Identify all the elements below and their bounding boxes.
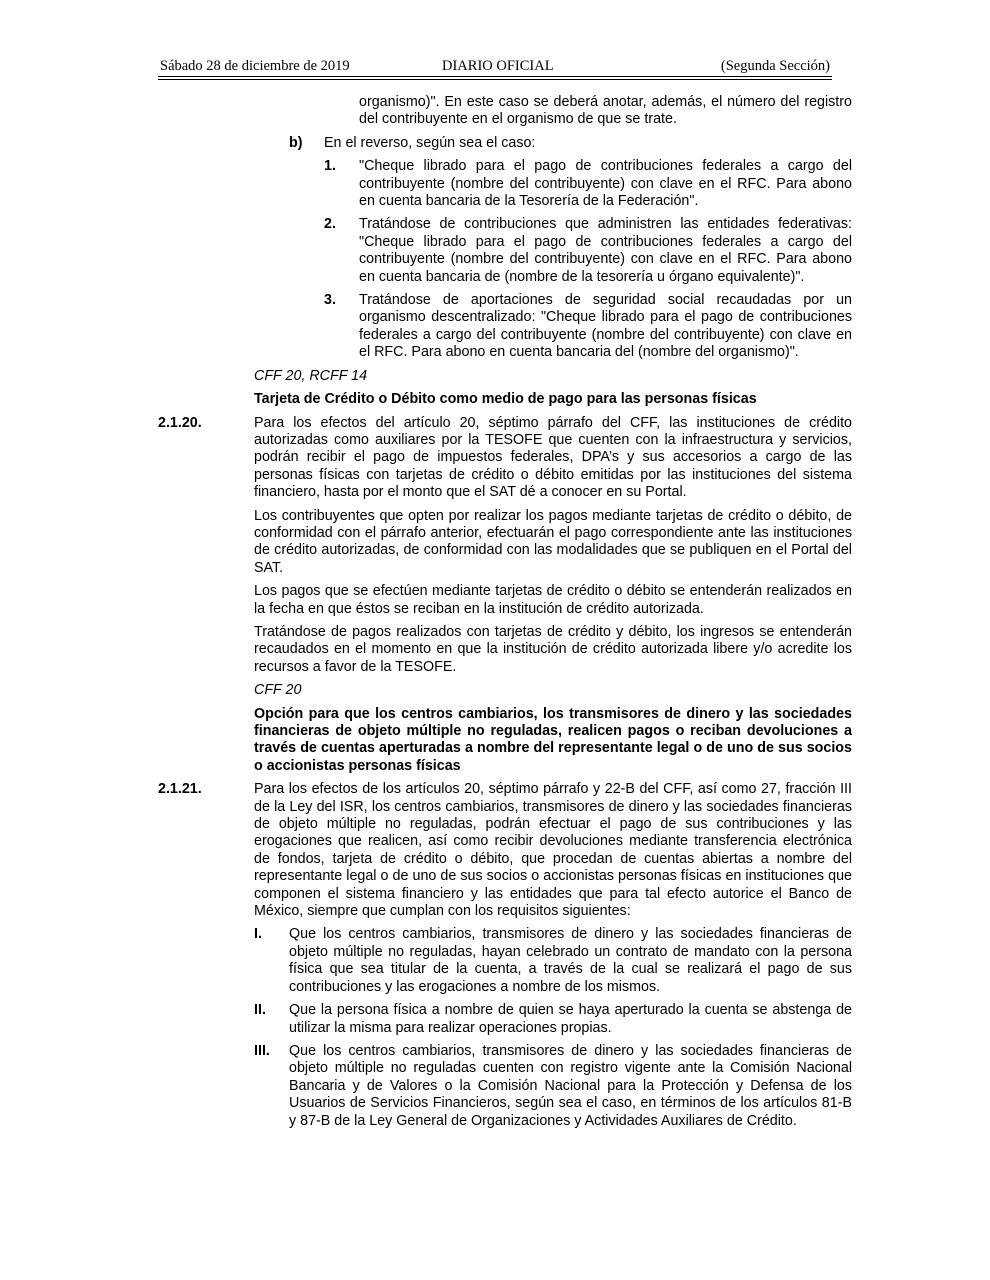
- paragraph-text: Para los efectos de los artículos 20, séptimo párrafo y 22-B del CFF, así como 27, fracción III de la Ley del ISR, los centros cambiarios, transmisores de dinero y las sociedades financieras de objeto múltiple no reguladas, podrán efectuar el pago de sus contribuciones y las erogaciones que realicen, así como recibir devoluciones mediante transferencia electrónica de fondos, tarjeta de crédito o débito, que procedan de cuentas abiertas a nombre del representante legal o de uno de sus socios o accionistas personas físicas en instituciones que componen el sistema financiero y las entidades que para tal efecto autorice el Banco de México, siempre que cumplan con los requisitos siguientes:: [254, 781, 852, 920]
- rule-number: 2.1.21.: [158, 781, 202, 798]
- rule-paragraph: Los contribuyentes que opten por realizar los pagos mediante tarjetas de crédito o débito, de conformidad con el párrafo anterior, efectuarán el pago correspondiente ante las instituciones de crédito autorizadas, de conformidad con las modalidades que se publiquen en el Portal del SAT.: [254, 507, 852, 576]
- document-body: [0, 94, 990, 1136]
- intro-continuation: organismo)". En este caso se deberá anotar, además, el número del registro del contribuyente en el organismo de que se trate.: [359, 94, 852, 128]
- requirement-item: [254, 1002, 852, 1037]
- header-rule-top: [158, 76, 832, 77]
- header-section: (Segunda Sección): [720, 58, 830, 74]
- page-header: [158, 58, 832, 78]
- list-item-text: Tratándose de aportaciones de seguridad social recaudadas por un organismo descentralizado: "Cheque librado para el pago de contribuciones federales a cargo del contribuyente (nombre del contribuyente) con clave en el RFC. Para abono en cuenta bancaria del (nombre del organismo)".: [359, 292, 852, 361]
- rule-heading: Opción para que los centros cambiarios, los transmisores de dinero y las sociedades financieras de objeto múltiple no reguladas, realicen pagos o reciban devoluciones a través de cuentas aperturadas a nombre del representante legal o de uno de sus socios o accionistas personas físicas: [254, 705, 852, 774]
- list-label: 1.: [324, 158, 336, 175]
- rule-paragraph: [158, 414, 852, 502]
- list-item-text: "Cheque librado para el pago de contribuciones federales a cargo del contribuyente (nombre del contribuyente) con clave en el RFC. Para abono en cuenta bancaria de la Tesorería de la Federación".: [359, 158, 852, 210]
- requirement-item: [254, 926, 852, 996]
- list-item-b: [289, 134, 852, 152]
- list-label: II.: [254, 1002, 266, 1019]
- list-item-text: En el reverso, según sea el caso:: [324, 134, 536, 151]
- header-title: DIARIO OFICIAL: [442, 58, 554, 74]
- list-item-text: Que los centros cambiarios, transmisores de dinero y las sociedades financieras de objeto múltiple no reguladas cuenten con registro vigente ante la Comisión Nacional Bancaria y de Valores o la Comisión Nacional para la Protección y Defensa de los Usuarios de Servicios Financieros, según sea el caso, en términos de los artículos 81-B y 87-B de la Ley General de Organizaciones y Actividades Auxiliares de Crédito.: [289, 1042, 852, 1129]
- rule-paragraph: [158, 781, 852, 920]
- header-date: Sábado 28 de diciembre de 2019: [160, 58, 350, 74]
- legal-reference: CFF 20: [254, 682, 302, 699]
- rule-heading: Tarjeta de Crédito o Débito como medio de pago para las personas físicas: [254, 391, 757, 408]
- list-label: b): [289, 134, 303, 151]
- list-item-text: Que los centros cambiarios, transmisores de dinero y las sociedades financieras de objeto múltiple no reguladas, hayan celebrado un contrato de mandato con la persona física que sea titular de la cuenta, a través de la cual se realizará el pago de sus contribuciones y las erogaciones a nombre de los mismos.: [289, 926, 852, 995]
- list-label: 3.: [324, 292, 336, 309]
- subitem-1: [324, 158, 852, 210]
- list-item-text: Tratándose de contribuciones que administren las entidades federativas: "Cheque librado para el pago de contribuciones federales a cargo del contribuyente (nombre del contribuyente) con clave en el RFC. Para abono en cuenta bancaria de (nombre de la tesorería u órgano equivalente)".: [359, 216, 852, 285]
- rule-paragraph: Los pagos que se efectúen mediante tarjetas de crédito o débito se entenderán realizados en la fecha en que éstos se reciban en la institución de crédito autorizada.: [254, 583, 852, 617]
- list-item-text: Que la persona física a nombre de quien se haya aperturado la cuenta se abstenga de utilizar la misma para realizar operaciones propias.: [289, 1002, 852, 1036]
- rule-paragraph: Tratándose de pagos realizados con tarjetas de crédito y débito, los ingresos se entenderán recaudados en el momento en que la institución de crédito autorizada libere y/o acredite los recursos a favor de la TESOFE.: [254, 623, 852, 675]
- subitem-3: [324, 292, 852, 362]
- list-label: III.: [254, 1042, 270, 1059]
- list-label: I.: [254, 926, 262, 943]
- rule-number: 2.1.20.: [158, 414, 202, 431]
- list-label: 2.: [324, 216, 336, 233]
- legal-reference: CFF 20, RCFF 14: [254, 367, 368, 384]
- requirement-item: [254, 1042, 852, 1130]
- subitem-2: [324, 216, 852, 286]
- header-rule-bottom: [158, 79, 832, 80]
- paragraph-text: Para los efectos del artículo 20, séptimo párrafo del CFF, las instituciones de crédito autorizadas como auxiliares por la TESOFE que cuenten con la infraestructura y servicios, podrán recibir el pago de impuestos federales, DPA’s y sus accesorios a cargo de las personas físicas con tarjetas de crédito o débito emitidas por las instituciones del sistema financiero, hasta por el monto que el SAT dé a conocer en su Portal.: [254, 414, 852, 501]
